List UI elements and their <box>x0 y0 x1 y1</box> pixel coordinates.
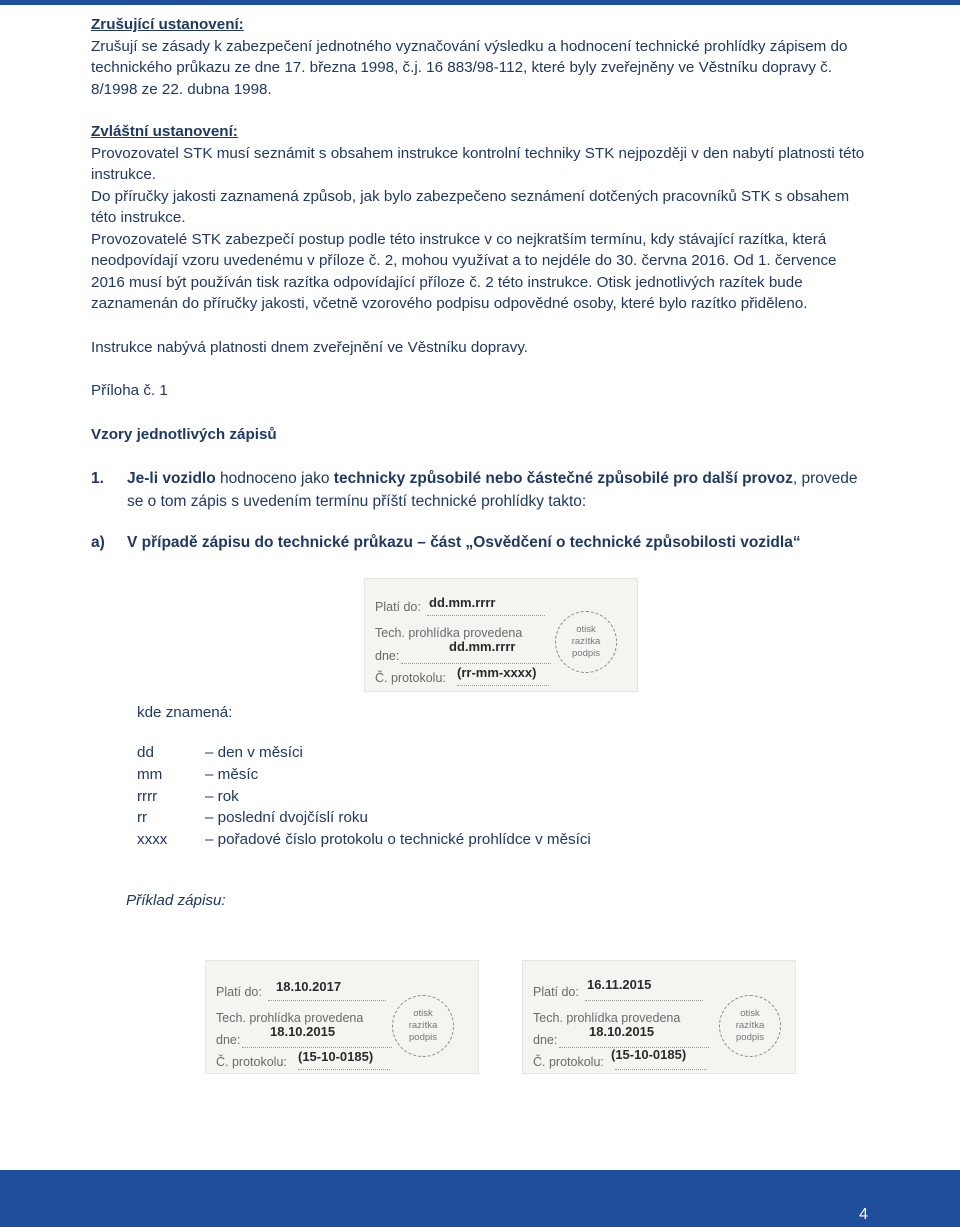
seal-text-1: otisk <box>576 624 596 635</box>
inspection-label: Tech. prohlídka provedena <box>533 1011 681 1025</box>
item-a-letter: a) <box>91 534 105 551</box>
item-1-bold-2: technicky způsobilé nebo částečné způsobilé pro další provoz <box>333 470 793 487</box>
top-accent-bar <box>0 0 960 5</box>
item-1 <box>91 467 871 513</box>
protocol-label: Č. protokolu: <box>375 671 446 685</box>
seal-circle <box>392 995 454 1057</box>
seal-text-3: podpis <box>409 1032 437 1043</box>
special-provisions-p3-a: Provozovatelé STK zabezpečí postup podle této instrukce v co nejkratším termínu, kdy stávající razítka, která neodpovídají vzoru uvedenému v příloze č. 2, mohou využívat a to nejdéle do 30. června 2016. Od 1. července 2016 musí být používán tisk razítka odpovídající příloze č. 2 této instrukce. <box>91 230 837 291</box>
footer-bar <box>0 1170 960 1227</box>
legend-abbr-mm: mm <box>137 766 163 783</box>
special-provisions-p1: Provozovatel STK musí seznámit s obsahem instrukce kontrolní techniky STK nejpozději v den nabytí platnosti této instrukce. <box>91 144 865 183</box>
date-label: dne: <box>375 649 400 663</box>
annex-label: Příloha č. 1 <box>91 382 168 399</box>
example-2-inspection-date: 18.10.2015 <box>589 1024 655 1039</box>
valid-to-label: Platí do: <box>216 985 262 999</box>
inspection-label: Tech. prohlídka provedena <box>375 626 523 640</box>
legend-desc-dd: – den v měsíci <box>205 744 303 761</box>
validity-text: Instrukce nabývá platnosti dnem zveřejnění ve Věstníku dopravy. <box>91 338 529 356</box>
template-inspection-date: dd.mm.rrrr <box>449 639 516 654</box>
legend-abbr-dd: dd <box>137 744 154 761</box>
protocol-label: Č. protokolu: <box>216 1055 287 1069</box>
seal-text-2: razítka <box>571 636 601 647</box>
example-stamp-1 <box>205 960 479 1074</box>
example-2-protocol: (15-10-0185) <box>611 1047 687 1062</box>
item-a <box>91 532 871 554</box>
special-provisions-heading: Zvláštní ustanovení: <box>91 123 238 140</box>
example-1-protocol: (15-10-0185) <box>298 1049 374 1064</box>
protocol-label: Č. protokolu: <box>533 1055 604 1069</box>
document-body <box>91 14 871 554</box>
legend-intro: kde znamená: <box>137 704 233 721</box>
legend-abbr-rr: rr <box>137 809 148 826</box>
valid-to-label: Platí do: <box>375 600 421 614</box>
legend-desc-rr: – poslední dvojčíslí roku <box>205 809 368 826</box>
page-number: 4 <box>859 1206 868 1223</box>
repeal-heading: Zrušující ustanovení: <box>91 16 244 33</box>
seal-text-3: podpis <box>572 648 600 659</box>
item-1-bold-1: Je-li vozidlo <box>127 470 216 487</box>
inspection-label: Tech. prohlídka provedena <box>216 1011 364 1025</box>
seal-circle <box>555 611 617 673</box>
date-label: dne: <box>216 1033 241 1047</box>
special-provisions-p3-b: Otisk jednotlivých razítek bude zaznamenán do příručky jakosti, včetně vzorového podpisu odpovědné osoby, které bylo razítko přiděleno. <box>91 273 808 312</box>
special-provisions-p3 <box>91 229 871 315</box>
item-a-text: V případě zápisu do technické průkazu – část „Osvědčení o technické způsobilosti vozidla“ <box>127 534 801 551</box>
example-2-valid-to: 16.11.2015 <box>587 977 652 992</box>
seal-text-2: razítka <box>408 1020 438 1031</box>
example-stamp-2 <box>522 960 796 1074</box>
template-protocol: (rr-mm-xxxx) <box>457 665 537 680</box>
seal-circle <box>719 995 781 1057</box>
seal-text-2: razítka <box>735 1020 765 1031</box>
seal-text-3: podpis <box>736 1032 764 1043</box>
item-1-text-1: hodnoceno jako <box>215 470 334 487</box>
item-1-text-2: , provede se o tom zápis s uvedením termínu příští technické prohlídky takto: <box>127 470 858 510</box>
repeal-text: Zrušují se zásady k zabezpečení jednotného vyznačování výsledku a hodnocení technické prohlídky zápisem do technického průkazu ze dne 17. března 1998, č.j. 16 883/98-112, které byly zveřejněny ve Věstníku dopravy č. 8/1998 ze 22. dubna 1998. <box>91 37 848 98</box>
samples-heading: Vzory jednotlivých zápisů <box>91 425 277 443</box>
seal-text-1: otisk <box>413 1008 433 1019</box>
stamp-template <box>364 578 638 692</box>
legend-desc-xxxx: – pořadové číslo protokolu o technické prohlídce v měsíci <box>205 831 591 848</box>
legend-desc-rrrr: – rok <box>205 788 239 805</box>
legend-abbr-xxxx: xxxx <box>137 831 168 848</box>
legend-abbr-rrrr: rrrr <box>137 788 158 805</box>
example-1-valid-to: 18.10.2017 <box>276 979 342 994</box>
legend-desc-mm: – měsíc <box>205 766 259 783</box>
date-label: dne: <box>533 1033 558 1047</box>
example-label: Příklad zápisu: <box>126 892 226 909</box>
seal-text-1: otisk <box>740 1008 760 1019</box>
item-1-number: 1. <box>91 470 104 487</box>
special-provisions-p2: Do příručky jakosti zaznamená způsob, jak bylo zabezpečeno seznámení dotčených pracovníků STK s obsahem této instrukce. <box>91 187 850 226</box>
example-1-inspection-date: 18.10.2015 <box>270 1024 336 1039</box>
template-valid-to: dd.mm.rrrr <box>429 595 496 610</box>
valid-to-label: Platí do: <box>533 985 579 999</box>
